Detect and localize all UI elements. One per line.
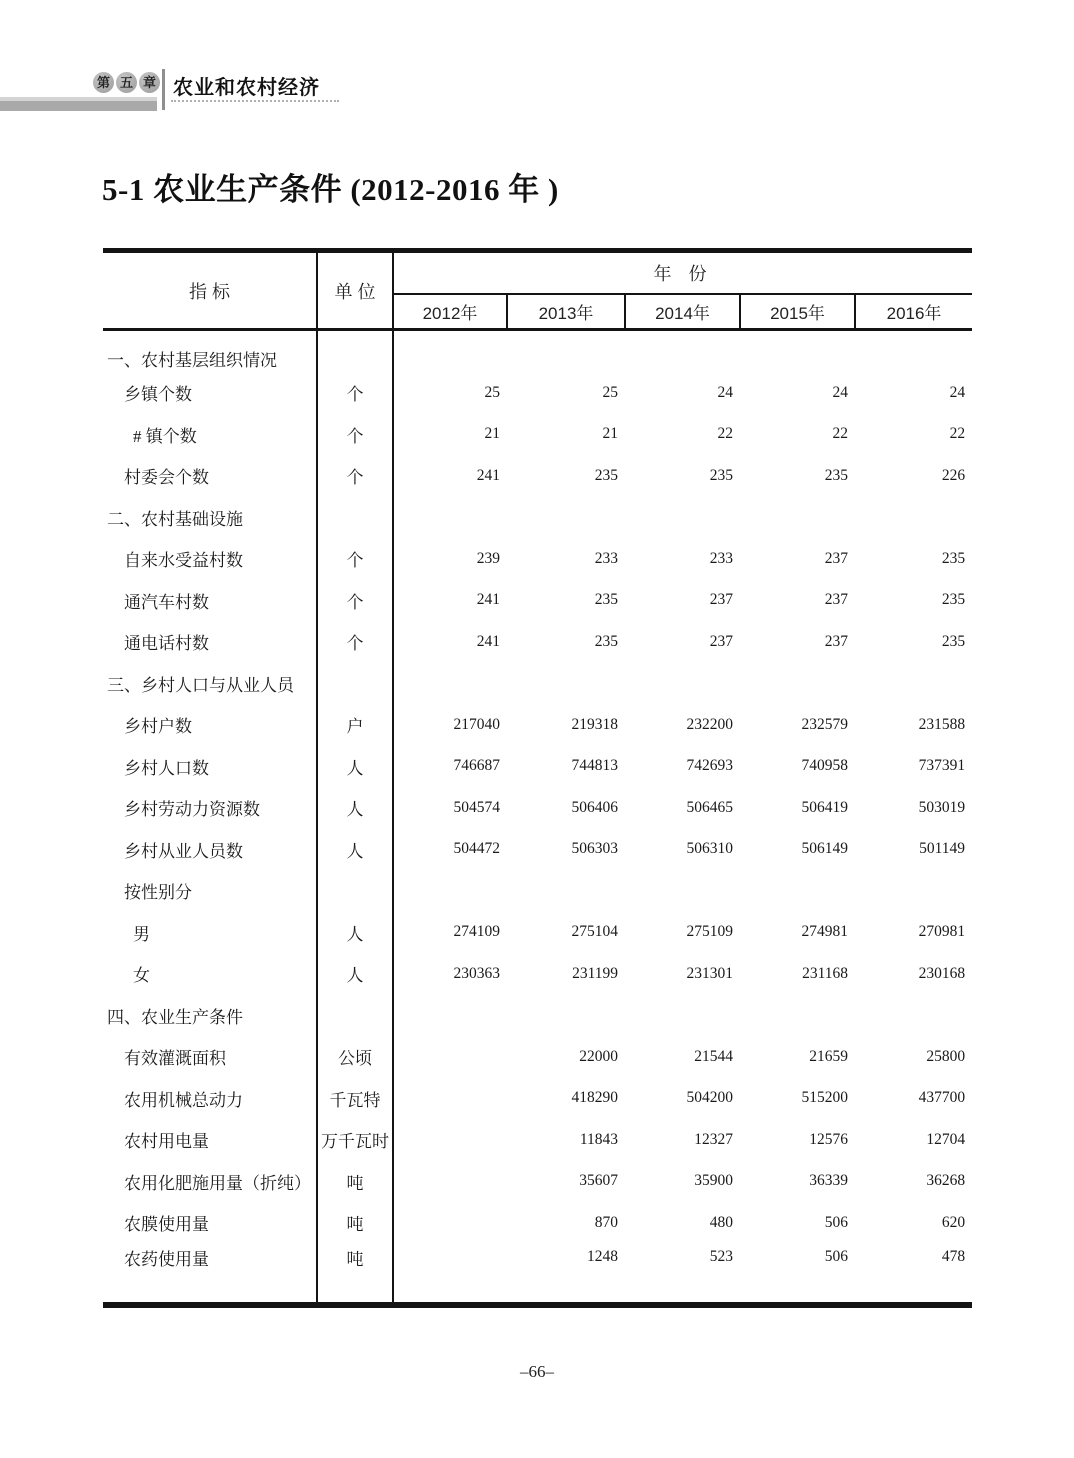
table-row	[103, 704, 972, 746]
value-cell	[740, 663, 855, 705]
value-cell: 737391	[918, 757, 966, 775]
value-cell	[740, 870, 855, 912]
indicator-cell: 乡村人口数	[103, 746, 317, 788]
value-cell: 233	[709, 549, 733, 567]
value-cell	[393, 1078, 507, 1120]
table-body	[103, 330, 972, 1305]
value-cell: 12704	[926, 1130, 966, 1148]
value-cell: 241	[476, 591, 500, 609]
header-year-2015: 2015年	[740, 294, 855, 330]
header-year-2012: 2012年	[393, 294, 507, 330]
value-cell	[393, 330, 507, 373]
unit-cell: 个	[317, 455, 393, 497]
value-cell: 22000	[579, 1047, 618, 1065]
value-cell: 25	[602, 383, 618, 401]
unit-cell: 个	[317, 414, 393, 456]
indicator-cell: 农用化肥施用量（折纯）	[103, 1161, 317, 1203]
indicator-cell: 农用机械总动力	[103, 1078, 317, 1120]
value-cell: 232200	[686, 715, 733, 733]
indicator-cell: 乡镇个数	[103, 372, 317, 414]
value-cell: 231301	[686, 964, 733, 982]
value-cell: 235	[941, 591, 966, 609]
value-cell: 237	[709, 591, 733, 609]
value-cell: 230168	[918, 964, 966, 982]
value-cell	[625, 870, 740, 912]
table-row	[103, 1036, 972, 1078]
value-cell: 237	[824, 591, 848, 609]
value-cell: 235	[709, 466, 733, 484]
header-year-group: 年 份	[393, 251, 972, 295]
table-row	[103, 746, 972, 788]
table-row	[103, 1244, 972, 1305]
value-cell: 480	[709, 1213, 733, 1231]
value-cell: 506419	[801, 798, 848, 816]
value-cell	[393, 497, 507, 539]
value-cell	[393, 1244, 507, 1305]
value-cell: 21	[602, 425, 618, 443]
table-row	[103, 538, 972, 580]
value-cell: 22	[717, 425, 733, 443]
unit-cell: 吨	[317, 1161, 393, 1203]
value-cell: 275109	[686, 923, 733, 941]
unit-cell: 个	[317, 621, 393, 663]
indicator-cell: 乡村从业人员数	[103, 829, 317, 871]
indicator-cell: 通电话村数	[103, 621, 317, 663]
header-indicator: 指 标	[103, 251, 317, 330]
table-row	[103, 829, 972, 871]
value-cell: 21	[484, 425, 500, 443]
unit-cell	[317, 330, 393, 373]
value-cell: 21659	[809, 1047, 848, 1065]
value-cell	[507, 870, 625, 912]
value-cell: 219318	[571, 715, 618, 733]
chapter-title: 农业和农村经济	[173, 77, 320, 99]
table-row	[103, 455, 972, 497]
indicator-cell: 乡村劳动力资源数	[103, 787, 317, 829]
value-cell: 231199	[572, 964, 618, 982]
value-cell: 25800	[926, 1047, 966, 1065]
indicator-cell: 二、农村基础设施	[103, 497, 317, 539]
value-cell	[507, 663, 625, 705]
table-row	[103, 580, 972, 622]
chapter-badge-char-1: 第	[93, 72, 114, 93]
value-cell	[393, 870, 507, 912]
value-cell: 744813	[571, 757, 618, 775]
indicator-cell: 乡村户数	[103, 704, 317, 746]
unit-cell: 吨	[317, 1244, 393, 1305]
indicator-cell: 村委会个数	[103, 455, 317, 497]
value-cell: 506406	[571, 798, 618, 816]
value-cell: 12327	[694, 1130, 733, 1148]
table-row	[103, 912, 972, 954]
value-cell	[393, 1161, 507, 1203]
value-cell: 36268	[926, 1172, 966, 1190]
unit-cell: 人	[317, 829, 393, 871]
value-cell	[625, 663, 740, 705]
chapter-title-underline	[171, 100, 339, 102]
unit-cell: 个	[317, 372, 393, 414]
value-cell: 11843	[579, 1130, 618, 1148]
value-cell: 25	[484, 383, 500, 401]
value-cell	[507, 330, 625, 373]
value-cell: 503019	[918, 798, 966, 816]
value-cell: 237	[709, 632, 733, 650]
value-cell: 506	[824, 1248, 848, 1265]
value-cell: 746687	[453, 757, 500, 775]
value-cell	[625, 497, 740, 539]
table-row	[103, 1078, 972, 1120]
value-cell	[855, 330, 972, 373]
value-cell: 274981	[801, 923, 848, 941]
value-cell: 235	[941, 632, 966, 650]
section-row	[103, 870, 972, 912]
table-row	[103, 621, 972, 663]
value-cell: 506149	[801, 840, 848, 858]
value-cell: 504472	[453, 840, 500, 858]
value-cell: 241	[476, 466, 500, 484]
unit-cell	[317, 870, 393, 912]
header-unit: 单 位	[317, 251, 393, 330]
statistics-table	[103, 248, 972, 1308]
value-cell: 235	[594, 466, 618, 484]
value-cell	[393, 663, 507, 705]
table-row	[103, 787, 972, 829]
value-cell: 230363	[453, 964, 500, 982]
indicator-cell: 通汽车村数	[103, 580, 317, 622]
value-cell: 437700	[918, 1089, 966, 1107]
value-cell: 506	[824, 1213, 848, 1231]
page-title: 5-1 农业生产条件 (2012-2016 年 )	[102, 172, 559, 207]
unit-cell: 人	[317, 746, 393, 788]
indicator-cell: 农膜使用量	[103, 1202, 317, 1244]
unit-cell: 万千瓦时	[317, 1119, 393, 1161]
value-cell: 24	[949, 383, 966, 401]
value-cell: 233	[594, 549, 618, 567]
chapter-badge	[93, 72, 160, 93]
value-cell	[393, 995, 507, 1037]
value-cell	[740, 497, 855, 539]
value-cell: 237	[824, 549, 848, 567]
header-year-2013: 2013年	[507, 294, 625, 330]
value-cell	[855, 497, 972, 539]
unit-cell	[317, 995, 393, 1037]
section-row	[103, 497, 972, 539]
value-cell	[625, 995, 740, 1037]
section-row	[103, 995, 972, 1037]
value-cell: 237	[824, 632, 848, 650]
value-cell: 523	[709, 1248, 733, 1265]
value-cell	[507, 497, 625, 539]
table-row	[103, 1202, 972, 1244]
value-cell	[855, 663, 972, 705]
value-cell: 239	[476, 549, 500, 567]
indicator-cell: 女	[103, 953, 317, 995]
table-row	[103, 414, 972, 456]
value-cell	[625, 330, 740, 373]
value-cell: 241	[476, 632, 500, 650]
table-row	[103, 1161, 972, 1203]
value-cell: 226	[941, 466, 966, 484]
value-cell	[507, 995, 625, 1037]
value-cell	[740, 330, 855, 373]
header-divider	[162, 69, 165, 110]
value-cell: 235	[594, 632, 618, 650]
section-row	[103, 330, 972, 373]
value-cell: 235	[594, 591, 618, 609]
indicator-cell: 四、农业生产条件	[103, 995, 317, 1037]
header-year-2014: 2014年	[625, 294, 740, 330]
unit-cell: 户	[317, 704, 393, 746]
value-cell: 620	[941, 1213, 966, 1231]
section-row	[103, 663, 972, 705]
indicator-cell: 男	[103, 912, 317, 954]
value-cell: 478	[941, 1248, 966, 1265]
value-cell: 35607	[579, 1172, 618, 1190]
value-cell	[855, 995, 972, 1037]
unit-cell: 吨	[317, 1202, 393, 1244]
value-cell: 24	[717, 383, 733, 401]
value-cell: 270981	[918, 923, 966, 941]
indicator-cell: 三、乡村人口与从业人员	[103, 663, 317, 705]
value-cell	[855, 870, 972, 912]
value-cell	[393, 1036, 507, 1078]
unit-cell	[317, 497, 393, 539]
indicator-cell: 有效灌溉面积	[103, 1036, 317, 1078]
unit-cell	[317, 663, 393, 705]
value-cell: 504200	[686, 1089, 733, 1107]
value-cell: 22	[832, 425, 848, 443]
unit-cell: 公顷	[317, 1036, 393, 1078]
table-row	[103, 372, 972, 414]
indicator-cell: 农村用电量	[103, 1119, 317, 1161]
header-bar-dark	[0, 101, 157, 111]
unit-cell: 个	[317, 580, 393, 622]
value-cell	[740, 995, 855, 1037]
unit-cell: 千瓦特	[317, 1078, 393, 1120]
unit-cell: 人	[317, 912, 393, 954]
chapter-badge-char-2: 五	[116, 72, 137, 93]
indicator-cell: 农药使用量	[103, 1244, 317, 1305]
value-cell: 506310	[686, 840, 733, 858]
value-cell: 232579	[801, 715, 848, 733]
value-cell: 870	[594, 1213, 618, 1231]
value-cell: 275104	[571, 923, 618, 941]
value-cell: 35900	[694, 1172, 733, 1190]
table-header	[103, 251, 972, 330]
value-cell	[393, 1119, 507, 1161]
value-cell	[393, 1202, 507, 1244]
value-cell: 742693	[686, 757, 733, 775]
value-cell: 217040	[453, 715, 500, 733]
value-cell: 235	[824, 466, 848, 484]
indicator-cell: 一、农村基层组织情况	[103, 330, 317, 373]
value-cell: 274109	[453, 923, 500, 941]
unit-cell: 人	[317, 953, 393, 995]
page-number: –66–	[520, 1362, 554, 1381]
value-cell: 21544	[694, 1047, 733, 1065]
value-cell: 22	[949, 425, 966, 443]
value-cell: 515200	[801, 1089, 848, 1107]
unit-cell: 人	[317, 787, 393, 829]
table-row	[103, 953, 972, 995]
indicator-cell: 自来水受益村数	[103, 538, 317, 580]
value-cell: 1248	[587, 1248, 618, 1265]
indicator-cell: # 镇个数	[103, 414, 317, 456]
value-cell: 506465	[686, 798, 733, 816]
value-cell: 36339	[809, 1172, 848, 1190]
value-cell: 12576	[809, 1130, 848, 1148]
value-cell: 504574	[453, 798, 500, 816]
value-cell: 231168	[802, 964, 848, 982]
unit-cell: 个	[317, 538, 393, 580]
value-cell: 501149	[919, 840, 966, 858]
value-cell: 740958	[801, 757, 848, 775]
value-cell: 231588	[918, 715, 966, 733]
header-year-2016: 2016年	[855, 294, 972, 330]
value-cell: 418290	[571, 1089, 618, 1107]
value-cell: 506303	[571, 840, 618, 858]
value-cell: 235	[941, 549, 966, 567]
chapter-badge-char-3: 章	[139, 72, 160, 93]
value-cell: 24	[832, 383, 848, 401]
table-row	[103, 1119, 972, 1161]
indicator-cell: 按性别分	[103, 870, 317, 912]
